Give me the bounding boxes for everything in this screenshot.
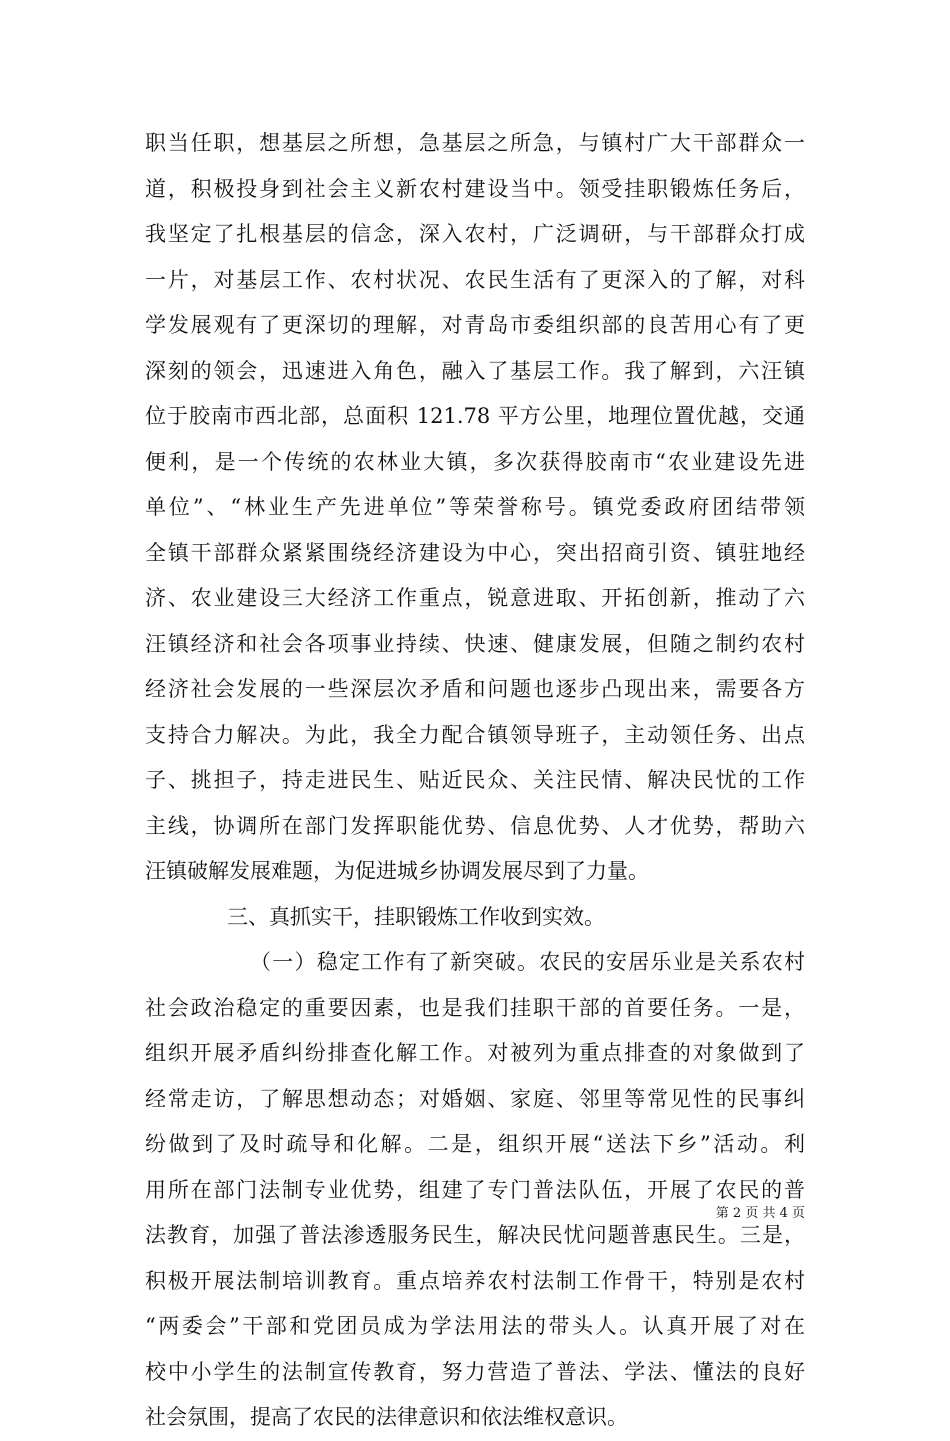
paragraph-line: 职当任职，想基层之所想，急基层之所急，与镇村广大干部群众一	[145, 131, 805, 155]
paragraph-line: 全镇干部群众紧紧围绕经济建设为中心，突出招商引资、镇驻地经	[145, 540, 805, 565]
paragraph-line: 一片，对基层工作、农村状况、农民生活有了更深入的了解，对科	[145, 267, 805, 292]
section-heading: 三、真抓实干，挂职锻炼工作收到实效。	[227, 904, 605, 929]
paragraph-line: 社会政治稳定的重要因素，也是我们挂职干部的首要任务。一是，	[145, 995, 805, 1020]
paragraph-line: 便利，是一个传统的农林业大镇，多次获得胶南市“农业建设先进	[145, 449, 805, 474]
paragraph-line: 学发展观有了更深切的理解，对青岛市委组织部的良苦用心有了更	[145, 313, 805, 337]
paragraph-line: 道，积极投身到社会主义新农村建设当中。领受挂职锻炼任务后，	[145, 176, 805, 201]
subsection-first-line: （一）稳定工作有了新突破。农民的安居乐业是关系农村	[250, 950, 805, 974]
paragraph-line: 社会氛围，提高了农民的法律意识和依法维权意识。	[145, 1405, 628, 1429]
paragraph-line: 纷做到了及时疏导和化解。二是，组织开展“送法下乡”活动。利	[145, 1132, 805, 1156]
paragraph-line: 主线，协调所在部门发挥职能优势、信息优势、人才优势，帮助六	[145, 813, 805, 838]
paragraph-line: 组织开展矛盾纠纷排查化解工作。对被列为重点排查的对象做到了	[145, 1041, 805, 1065]
paragraph-line: 济、农业建设三大经济工作重点，锐意进取、开拓创新，推动了六	[145, 586, 805, 610]
paragraph-line: 法教育，加强了普法渗透服务民生，解决民忧问题普惠民生。三是，	[145, 1223, 805, 1247]
paragraph-line: 经常走访，了解思想动态；对婚姻、家庭、邻里等常见性的民事纠	[145, 1086, 805, 1111]
body-text	[145, 121, 805, 1441]
paragraph-line: 经济社会发展的一些深层次矛盾和问题也逐步凸现出来，需要各方	[145, 677, 805, 701]
paragraph-line: 子、挑担子，持走进民生、贴近民众、关注民情、解决民忧的工作	[145, 768, 805, 792]
page-number-footer: 第 2 页 共 4 页	[715, 1206, 805, 1221]
paragraph-line: 深刻的领会，迅速进入角色，融入了基层工作。我了解到，六汪镇	[145, 358, 805, 383]
paragraph-line: 我坚定了扎根基层的信念，深入农村，广泛调研，与干部群众打成	[145, 222, 805, 246]
paragraph-line: 积极开展法制培训教育。重点培养农村法制工作骨干，特别是农村	[145, 1268, 805, 1293]
paragraph-line: 用所在部门法制专业优势，组建了专门普法队伍，开展了农民的普	[145, 1177, 805, 1202]
paragraph-line: 汪镇经济和社会各项事业持续、快速、健康发展，但随之制约农村	[145, 631, 805, 656]
paragraph-line: “两委会”干部和党团员成为学法用法的带头人。认真开展了对在	[145, 1314, 805, 1338]
paragraph-line: 单位”、“林业生产先进单位”等荣誉称号。镇党委政府团结带领	[145, 495, 805, 519]
paragraph-line: 支持合力解决。为此，我全力配合镇领导班子，主动领任务、出点	[145, 722, 805, 747]
paragraph-line: 校中小学生的法制宣传教育，努力营造了普法、学法、懂法的良好	[145, 1359, 805, 1384]
paragraph-line: 汪镇破解发展难题，为促进城乡协调发展尽到了力量。	[145, 859, 649, 883]
paragraph-line: 位于胶南市西北部，总面积 121.78 平方公里，地理位置优越，交通	[145, 404, 805, 428]
